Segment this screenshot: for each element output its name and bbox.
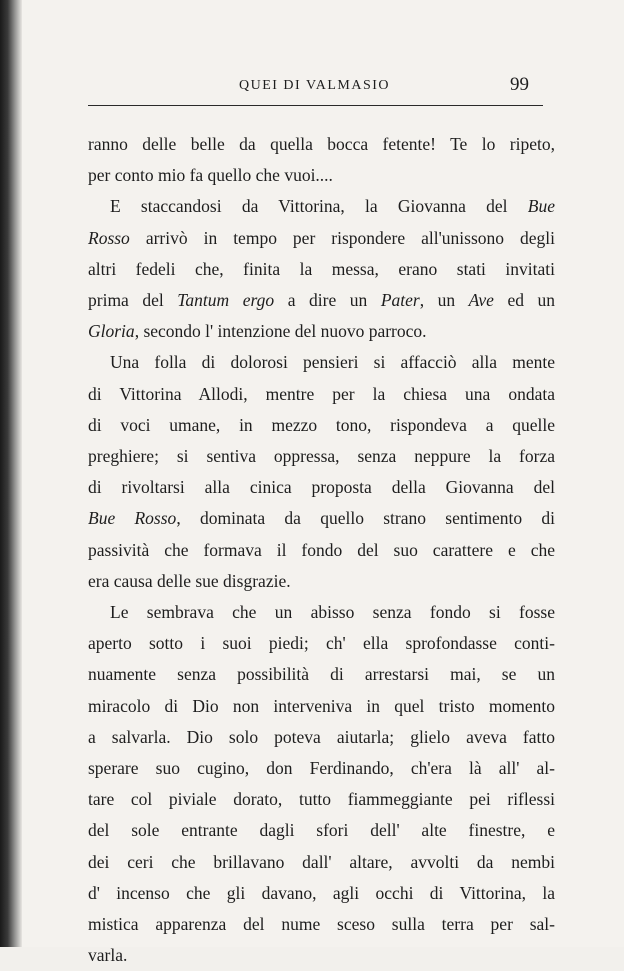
text-line [88, 503, 555, 534]
text-line: miracolo di Dio non interveniva in quel tristo momento [88, 695, 555, 716]
text-line [88, 285, 555, 316]
text-line: a salvarla. Dio solo poteva aiutarla; glielo aveva fatto [88, 726, 555, 747]
text-line: per conto mio fa quello che vuoi.... [88, 165, 333, 186]
paragraph [88, 597, 555, 971]
text-line: aperto sotto i suoi piedi; ch' ella sprofondasse conti- [88, 633, 555, 654]
italic-text: Gloria [88, 321, 135, 342]
page-number: 99 [510, 74, 529, 95]
text-span: arrivò in tempo per rispondere all'unissono degli [145, 227, 555, 248]
italic-text: Bue [527, 196, 556, 217]
italic-text: Rosso [88, 227, 130, 248]
running-title: QUEI DI VALMASIO [239, 78, 391, 93]
text-line: del sole entrante dagli sfori dell' alte finestre, e [88, 820, 555, 841]
book-binding-shadow [0, 0, 22, 947]
text-line: tare col piviale dorato, tutto fiammeggiante pei riflessi [88, 789, 555, 810]
text-line [88, 191, 555, 222]
italic-text: Bue Rosso [88, 508, 177, 529]
italic-text: Pater [380, 290, 420, 311]
text-span: , dominata da quello strano sentimento di [176, 508, 555, 529]
text-line: d' incenso che gli davano, agli occhi di Vittorina, la [88, 882, 555, 903]
running-header [88, 76, 543, 98]
text-span: , un [419, 290, 456, 311]
italic-text: Ave [468, 290, 494, 311]
text-span: , secondo l' intenzione del nuovo parroco. [134, 321, 427, 342]
text-line: Una folla di dolorosi pensieri si affacciò alla mente [110, 352, 555, 373]
header-rule [88, 105, 543, 106]
text-line: sperare suo cugino, don Ferdinando, ch'era là all' al- [88, 758, 555, 779]
text-span: a dire un [287, 290, 368, 311]
paragraph [88, 129, 555, 191]
text-line: altri fedeli che, finita la messa, erano stati invitati [88, 258, 555, 279]
text-line: preghiere; si sentiva oppressa, senza neppure la forza [88, 446, 555, 467]
text-span: prima del [88, 290, 164, 311]
text-line: nuamente senza possibilità di arrestarsi mai, se un [88, 664, 555, 685]
text-line: ranno delle belle da quella bocca fetente! Te lo ripeto, [88, 134, 555, 154]
text-line: varla. [88, 945, 128, 966]
text-line: Le sembrava che un abisso senza fondo si fosse [110, 602, 555, 623]
text-line: di rivoltarsi alla cinica proposta della Giovanna del [88, 477, 555, 498]
text-line: mistica apparenza del nume sceso sulla terra per sal- [88, 914, 555, 935]
text-line: di Vittorina Allodi, mentre per la chiesa una ondata [88, 383, 555, 404]
text-span: E staccandosi da Vittorina, la Giovanna del [110, 196, 508, 217]
paragraph [88, 191, 555, 347]
text-line [88, 223, 555, 254]
paragraph [88, 347, 555, 597]
text-line: era causa delle sue disgrazie. [88, 570, 291, 591]
text-line: passività che formava il fondo del suo carattere e che [88, 539, 555, 560]
body-text [88, 129, 555, 971]
text-line: di voci umane, in mezzo tono, rispondeva a quelle [88, 414, 555, 435]
text-span: ed un [507, 290, 556, 311]
text-line [88, 316, 555, 347]
text-line: dei ceri che brillavano dall' altare, avvolti da nembi [88, 851, 555, 872]
italic-text: Tantum ergo [177, 290, 275, 311]
